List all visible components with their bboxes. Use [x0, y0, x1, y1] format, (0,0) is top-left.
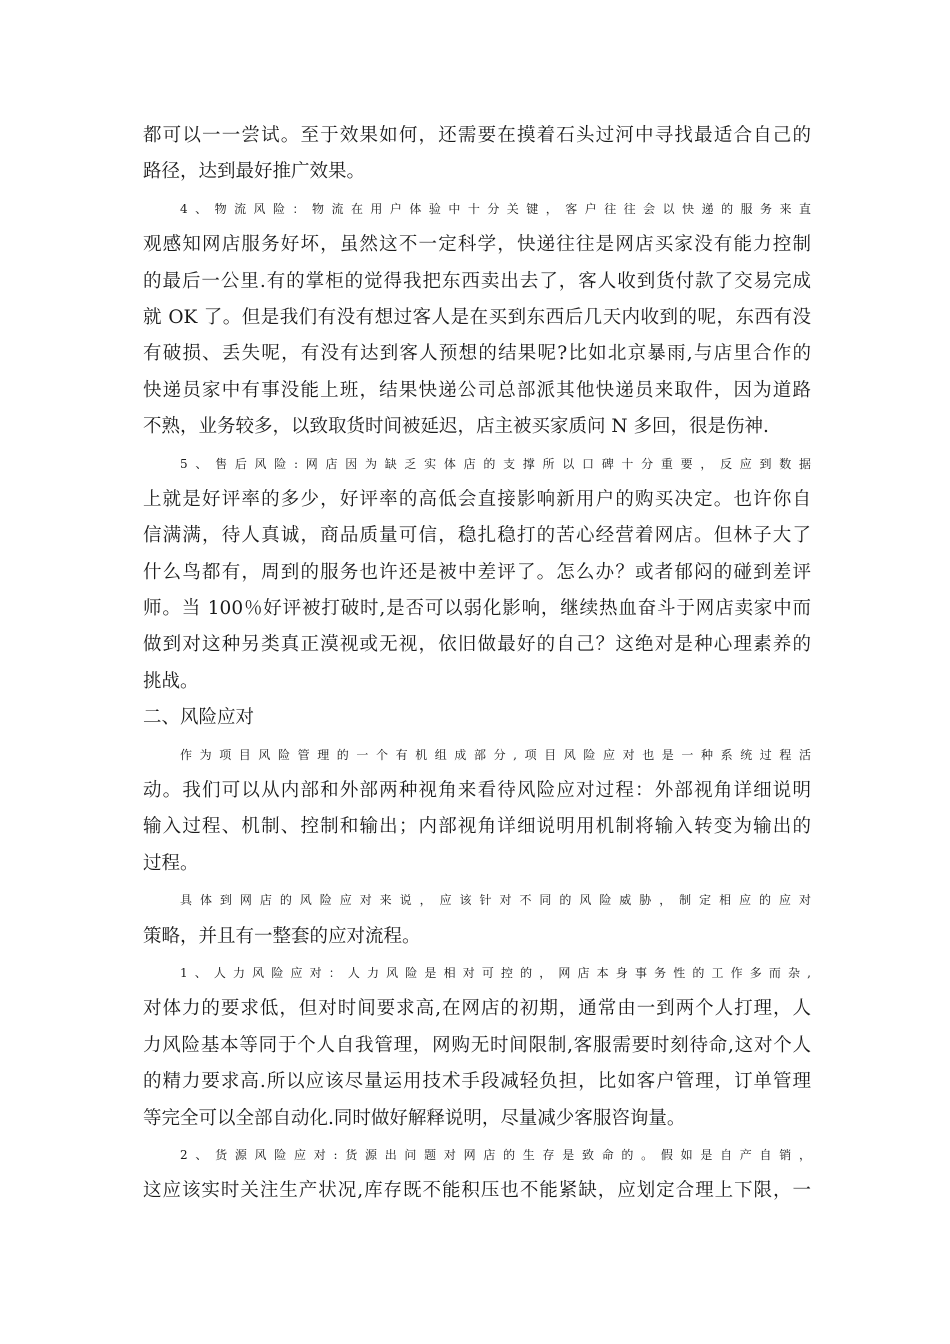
text-line: 动。我们可以从内部和外部两种视角来看待风险应对过程：外部视角详细说明	[143, 780, 811, 802]
text-line: 二、风险应对	[143, 707, 255, 729]
text-line: 过程。	[143, 852, 199, 874]
text-line: 信满满，待人真诚，商品质量可信，稳扎稳打的苦心经营着网店。但林子大了	[143, 525, 811, 547]
text-line: 的最后一公里.有的掌柜的觉得我把东西卖出去了，客人收到货付款了交易完成	[143, 270, 811, 292]
text-line: 路径，达到最好推广效果。	[143, 161, 366, 183]
paragraph-first-line: 作为项目风险管理的一个有机组成部分,项目风险应对也是一种系统过程活	[180, 747, 811, 762]
text-line: 都可以一一尝试。至于效果如何，还需要在摸着石头过河中寻找最适合自己的	[143, 125, 811, 146]
text-line: 策略，并且有一整套的应对流程。	[143, 925, 421, 947]
text-line: 什么鸟都有，周到的服务也许还是被中差评了。怎么办？或者郁闷的碰到差评	[143, 561, 811, 583]
text-line: 观感知网店服务好坏，虽然这不一定科学，快递往往是网店买家没有能力控制	[143, 234, 811, 256]
document-body	[143, 118, 811, 1210]
text-line: 挑战。	[143, 670, 199, 692]
text-line: 对体力的要求低，但对时间要求高,在网店的初期，通常由一到两个人打理，人	[143, 998, 811, 1020]
text-line: 这应该实时关注生产状况,库存既不能积压也不能紧缺，应划定合理上下限，一	[143, 1180, 811, 1202]
text-line: 就 OK 了。但是我们有没有想过客人是在买到东西后几天内收到的呢，东西有没	[143, 306, 811, 328]
text-line: 快递员家中有事没能上班，结果快递公司总部派其他快递员来取件，因为道路	[143, 379, 811, 401]
paragraph-first-line: 2、货源风险应对:货源出问题对网店的生存是致命的。假如是自产自销，	[180, 1147, 811, 1162]
paragraph-first-line: 4、物流风险：物流在用户体验中十分关键，客户往往会以快递的服务来直	[180, 201, 811, 216]
text-line: 做到对这种另类真正漠视或无视，依旧做最好的自己？这绝对是种心理素养的	[143, 634, 811, 656]
paragraph-first-line: 具体到网店的风险应对来说，应该针对不同的风险威胁，制定相应的应对	[180, 893, 811, 908]
paragraph-first-line: 5、售后风险:网店因为缺乏实体店的支撑所以口碑十分重要，反应到数据	[180, 456, 811, 471]
text-line: 不熟，业务较多，以致取货时间被延迟，店主被买家质问 N 多回，很是伤神.	[143, 416, 769, 438]
text-line: 等完全可以全部自动化.同时做好解释说明，尽量减少客服咨询量。	[143, 1107, 686, 1129]
text-line: 上就是好评率的多少，好评率的高低会直接影响新用户的购买决定。也许你自	[143, 488, 811, 510]
text-line: 力风险基本等同于个人自我管理，网购无时间限制,客服需要时刻待命,这对个人	[143, 1034, 811, 1056]
text-line: 输入过程、机制、控制和输出；内部视角详细说明用机制将输入转变为输出的	[143, 816, 811, 838]
paragraph-first-line: 1、人力风险应对：人力风险是相对可控的，网店本身事务性的工作多而杂,	[180, 965, 811, 980]
text-line: 有破损、丢失呢，有没有达到客人预想的结果呢?比如北京暴雨,与店里合作的	[143, 343, 811, 365]
text-line: 师。当 100％好评被打破时,是否可以弱化影响，继续热血奋斗于网店卖家中而	[143, 598, 811, 620]
text-line: 的精力要求高.所以应该尽量运用技术手段减轻负担，比如客户管理，订单管理	[143, 1071, 811, 1093]
